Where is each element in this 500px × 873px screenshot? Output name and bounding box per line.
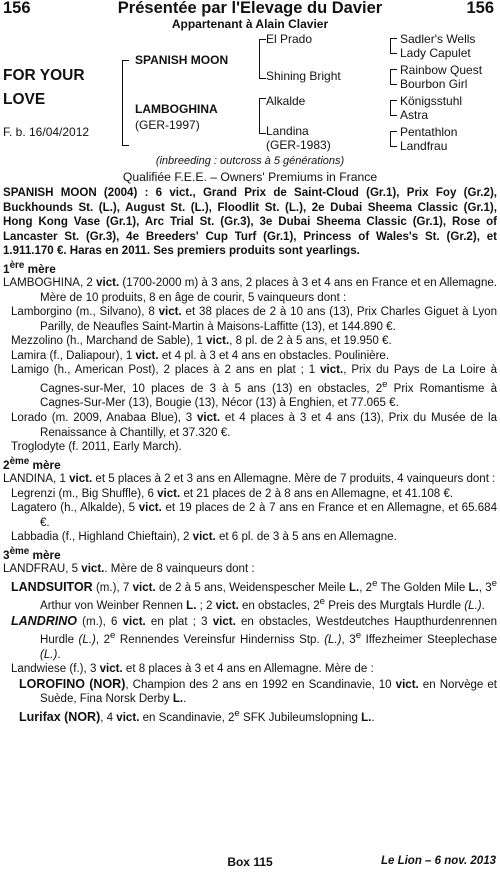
bracket-ggs-4 xyxy=(390,131,397,147)
horse-info: F. b. 16/04/2012 xyxy=(3,125,90,139)
ggs-7: Pentathlon xyxy=(400,125,458,139)
produce-entry: Lorado (m. 2009, Anabaa Blue), 3 vict. et 4 places à 3 et 4 ans (13), Prix du Musée de la Renaissance à Chantilly, et 37.320 €. xyxy=(11,411,497,439)
section-1-heading: 1ère mère xyxy=(3,259,56,276)
sale-date: Le Lion – 6 nov. 2013 xyxy=(380,855,496,867)
sire-paragraph: SPANISH MOON (2004) : 6 vict., Grand Prix de Saint-Cloud (Gr.1), Prix Foy (Gr.2), Buckhounds St. (L.), August St. (L.), Floodlit St. (L.), 2e Dubai Sheema Classic (Gr.1), Hong Kong Vase (Gr.1), Arc Trial St. (Gr.3), 3e Dubai Sheema Classic (Gr.1), Rose of Lancaster St. (Gr.3), 4e Breeders' Cup Turf (Gr.1), Princess of Wales's St. (Gr.2), et 1.911.170 €. Haras en 2011. Ses premiers produits sont yearlings. xyxy=(3,187,497,258)
lot-number-right: 156 xyxy=(466,0,494,17)
bracket-sire xyxy=(259,39,266,79)
horse-name-line2: LOVE xyxy=(3,91,46,108)
owner-line: Appartenant à Alain Clavier xyxy=(171,17,329,31)
ggs-3: Rainbow Quest xyxy=(400,63,483,77)
dam-origin: (GER-1997) xyxy=(135,118,200,132)
gs-4-origin: (GER-1983) xyxy=(266,138,331,152)
produce-entry: Lamborgino (m., Silvano), 8 vict. et 38 places de 2 à 10 ans (13), Prix Charles Giguet à Lyon Parilly, de Neaufles Saint-Martin à Maisons-Laffitte (13), et 144.890 €. xyxy=(11,306,497,333)
produce-entry: Legrenzi (m., Big Shuffle), 6 vict. et 21 places de 2 à 8 ans en Allemagne, et 41.108 €. xyxy=(11,487,454,500)
produce-entry: Lamigo (h., American Post), 2 places à 2 ans en plat ; 1 vict., Prix du Pays de La Loire à Cagnes-sur-Mer, 10 places de 3 à 5 ans (13) en obstacles, 2e Prix Romantisme à Cagnes-Sur-Mer (13), Bougie (13), Nécor (13) à Enghien, et 77.065 €. xyxy=(11,364,498,410)
ggs-2: Lady Capulet xyxy=(400,46,471,60)
bracket-ggs-1 xyxy=(390,38,397,54)
gs-1: El Prado xyxy=(266,32,313,46)
gs-2: Shining Bright xyxy=(266,69,341,83)
horse-name-line1: FOR YOUR xyxy=(3,67,85,84)
produce-entry: Labbadia (f., Highland Chieftain), 2 vict. et 6 pl. de 3 à 5 ans en Allemagne. xyxy=(11,531,397,544)
ggs-8: Landfrau xyxy=(400,139,448,153)
produce-entry: LANDSUITOR (m.), 7 vict. de 2 à 5 ans, Weidenspescher Meile L., 2e The Golden Mile L., 3e Arthur von Weinber Rennen L. ; 2 vict. en obstacles, 2e Preis des Murgtals Hurdle (L.). xyxy=(11,577,497,613)
produce-entry: LOROFINO (NOR), Champion des 2 ans en 1992 en Scandinavie, 10 vict. en Norvège et Suède, Fina Norsk Derby L.. xyxy=(19,676,498,706)
produce-entry: Mezzolino (h., Marchand de Sable), 1 vict., 8 pl. de 2 à 5 ans, et 19.950 €. xyxy=(11,335,392,348)
produce-entry: Lagatero (h., Alkalde), 5 vict. et 19 places de 2 à 7 ans en France et en Allemagne, et 65.684 €. xyxy=(11,502,497,529)
lot-number-left: 156 xyxy=(3,0,31,17)
produce-entry: Lurifax (NOR), 4 vict. en Scandinavie, 2e SFK Jubileumslopning L.. xyxy=(19,707,375,724)
pedigree xyxy=(0,32,500,167)
catalog-body xyxy=(3,186,497,725)
granddam-entry: LANDINA, 1 vict. et 5 places à 2 et 3 ans en Allemagne. Mère de 7 produits, 4 vainqueurs dont : xyxy=(3,473,496,486)
bracket-ggs-3 xyxy=(390,100,397,116)
produce-entry: Troglodyte (f. 2011, Early March). xyxy=(11,441,182,454)
gs-4: Landina xyxy=(266,124,309,138)
section-3-heading: 3ème mère xyxy=(3,545,61,562)
dam-name: LAMBOGHINA xyxy=(135,102,218,116)
bracket-parents xyxy=(122,60,129,146)
page-title: Présentée par l'Elevage du Davier xyxy=(117,0,383,17)
qualification-line: Qualifiée F.E.E. – Owners' Premiums in France xyxy=(122,170,378,184)
inbreeding-note: (inbreeding : outcross à 5 générations) xyxy=(155,155,345,167)
bracket-dam xyxy=(259,98,266,134)
ggs-4: Bourbon Girl xyxy=(400,77,468,91)
produce-entry: LANDRINO (m.), 6 vict. en plat ; 3 vict. en obstacles, Westdeutches Haupthurdenrennen Hurdle (L.), 2e Rennendes Vereinsfur Hinderniss Stp. (L.), 3e Iffezheimer Steeplechase (L.). xyxy=(11,613,498,661)
box-number: Box 115 xyxy=(227,855,273,869)
footer xyxy=(0,855,500,871)
great-granddam-entry: LANDFRAU, 5 vict.. Mère de 8 vainqueurs dont : xyxy=(3,563,255,576)
ggs-1: Sadler's Wells xyxy=(400,32,476,46)
produce-entry: Landwiese (f.), 3 vict. et 8 places à 3 et 4 ans en Allemagne. Mère de : xyxy=(11,663,374,676)
sire-name: SPANISH MOON xyxy=(135,53,229,67)
dam-entry: LAMBOGHINA, 2 vict. (1700-2000 m) à 3 ans, 2 places à 3 et 4 ans en France et en Allemagne. Mère de 10 produits, 8 en âge de courir, 5 vainqueurs dont : xyxy=(3,277,497,304)
gs-3: Alkalde xyxy=(266,94,306,108)
ggs-5: Königsstuhl xyxy=(400,94,463,108)
bracket-ggs-2 xyxy=(390,69,397,85)
produce-entry: Lamira (f., Daliapour), 1 vict. et 4 pl. à 3 et 4 ans en obstacles. Poulinière. xyxy=(11,349,390,362)
ggs-6: Astra xyxy=(400,108,429,122)
section-2-heading: 2ème mère xyxy=(3,455,61,472)
